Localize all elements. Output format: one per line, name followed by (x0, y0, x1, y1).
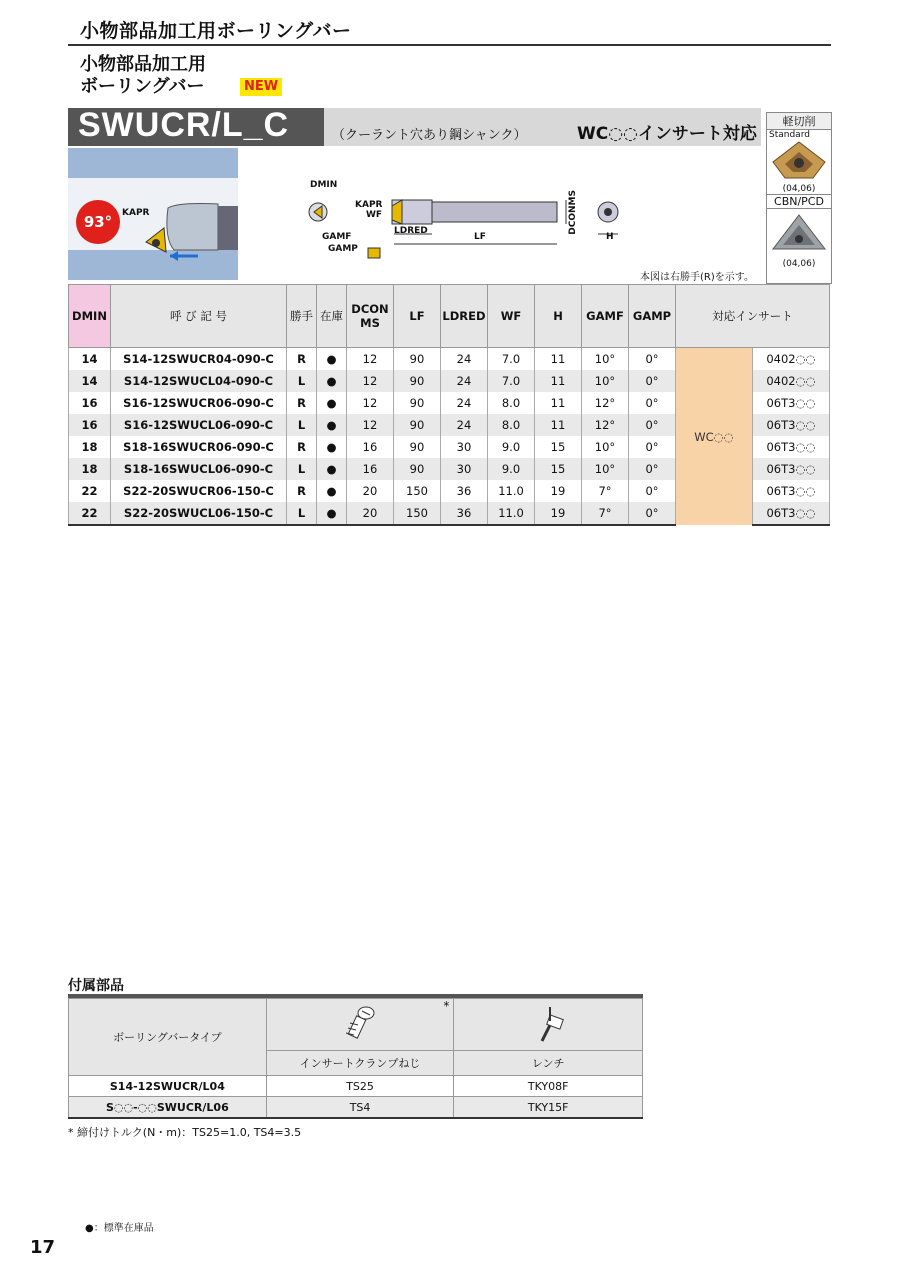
cell-hand: L (287, 370, 317, 392)
torque-note-text: 締付けトルク(N・m)：TS25=1.0, TS4=3.5 (77, 1126, 302, 1139)
th-hand: 勝手 (287, 285, 317, 348)
acc-screw-icon-cell (266, 999, 454, 1051)
sizes-standard: (04,06) (782, 184, 816, 194)
cell-code: S14-12SWUCR04-090-C (111, 348, 287, 371)
torque-note-mark: * (68, 1126, 74, 1139)
label-kapr-left: KAPR (122, 208, 150, 218)
cell-lf: 90 (394, 436, 441, 458)
cell-insert: 06T3◌◌ (753, 458, 830, 480)
cell-code: S14-12SWUCL04-090-C (111, 370, 287, 392)
cell-h: 11 (535, 414, 582, 436)
cell-lf: 90 (394, 392, 441, 414)
cell-insert: 06T3◌◌ (753, 480, 830, 502)
cell-ldred: 30 (441, 436, 488, 458)
cell-wf: 11.0 (488, 480, 535, 502)
label-dmin: DMIN (310, 180, 338, 190)
cell-ldred: 24 (441, 392, 488, 414)
torque-note (68, 1124, 301, 1140)
cell-gamp: 0° (629, 392, 676, 414)
cell-code: S22-20SWUCR06-150-C (111, 480, 287, 502)
th-wf: WF (488, 285, 535, 348)
cell-dmin: 18 (69, 436, 111, 458)
cell-wf: 11.0 (488, 502, 535, 525)
cell-h: 11 (535, 392, 582, 414)
cell-insert: 0402◌◌ (753, 370, 830, 392)
cell-wf: 7.0 (488, 370, 535, 392)
cell-hand: R (287, 480, 317, 502)
cell-stock: ● (317, 414, 347, 436)
grade-standard: Standard (769, 130, 810, 140)
cell-h: 15 (535, 436, 582, 458)
tool-diagram (68, 146, 761, 282)
label-wf: WF (366, 210, 383, 220)
th-lf: LF (394, 285, 441, 348)
cbn-insert-icon (767, 209, 831, 255)
th-insert: 対応インサート (676, 285, 830, 348)
cell-ldred: 30 (441, 458, 488, 480)
cell-h: 15 (535, 458, 582, 480)
cell-gamf: 12° (582, 392, 629, 414)
th-gamf: GAMF (582, 285, 629, 348)
acc-wrench: TKY08F (454, 1076, 643, 1097)
cell-lf: 150 (394, 480, 441, 502)
cell-gamp: 0° (629, 370, 676, 392)
cell-stock: ● (317, 348, 347, 371)
accessories-table (68, 998, 643, 1119)
label-lf: LF (474, 232, 486, 242)
acc-wrench-header: レンチ (454, 1050, 643, 1075)
cell-wf: 9.0 (488, 436, 535, 458)
cell-gamp: 0° (629, 414, 676, 436)
cell-wf: 7.0 (488, 348, 535, 371)
cell-ldred: 36 (441, 480, 488, 502)
wrench-icon (528, 1003, 568, 1043)
cell-hand: R (287, 436, 317, 458)
subtitle-line2: ボーリングバー (80, 76, 205, 97)
accessories-title: 付属部品 (68, 978, 124, 994)
acc-type: S14-12SWUCR/L04 (69, 1076, 267, 1097)
cell-dconms: 20 (347, 502, 394, 525)
cell-dconms: 20 (347, 480, 394, 502)
cell-code: S18-16SWUCR06-090-C (111, 436, 287, 458)
grade-cbn: CBN/PCD (767, 194, 831, 209)
spec-table (68, 284, 830, 526)
th-gamp: GAMP (629, 285, 676, 348)
cell-insert: 06T3◌◌ (753, 392, 830, 414)
cell-gamp: 0° (629, 502, 676, 525)
diagram-note: 本図は右勝手(R)を示す。 (640, 272, 754, 283)
angle-badge: 93° (76, 200, 120, 244)
acc-row (69, 1076, 643, 1097)
cell-gamf: 7° (582, 502, 629, 525)
cell-gamp: 0° (629, 480, 676, 502)
subtitle (80, 54, 206, 98)
acc-screw-header: インサートクランプねじ (266, 1050, 454, 1075)
th-dmin: DMIN (69, 285, 111, 348)
asterisk: * (443, 999, 450, 1013)
cell-lf: 90 (394, 458, 441, 480)
th-stock: 在庫 (317, 285, 347, 348)
cell-dconms: 12 (347, 392, 394, 414)
cell-dmin: 18 (69, 458, 111, 480)
acc-type-header: ボーリングバータイプ (69, 999, 267, 1076)
cell-ldred: 24 (441, 370, 488, 392)
insert-category: 軽切削 (767, 113, 831, 130)
label-dconms: DCONMS (568, 190, 578, 235)
th-code: 呼 び 記 号 (111, 285, 287, 348)
cell-h: 11 (535, 348, 582, 371)
cell-lf: 90 (394, 414, 441, 436)
cell-gamf: 10° (582, 436, 629, 458)
acc-screw: TS25 (266, 1076, 454, 1097)
acc-wrench: TKY15F (454, 1097, 643, 1119)
cell-wf: 9.0 (488, 458, 535, 480)
cell-lf: 90 (394, 370, 441, 392)
cell-dmin: 22 (69, 502, 111, 525)
cell-hand: R (287, 392, 317, 414)
cell-gamp: 0° (629, 348, 676, 371)
acc-screw: TS4 (266, 1097, 454, 1119)
cell-dmin: 14 (69, 348, 111, 371)
insert-panel (766, 112, 832, 284)
table-row (69, 348, 830, 371)
subtitle-line1: 小物部品加工用 (80, 54, 206, 75)
table-header-row (69, 285, 830, 348)
cell-ldred: 24 (441, 414, 488, 436)
cell-insert: 06T3◌◌ (753, 436, 830, 458)
cell-gamp: 0° (629, 436, 676, 458)
cell-dconms: 16 (347, 436, 394, 458)
label-ldred: LDRED (394, 226, 428, 236)
cell-hand: L (287, 502, 317, 525)
cell-stock: ● (317, 458, 347, 480)
diagram-graphic (68, 146, 761, 282)
label-kapr: KAPR (355, 200, 383, 210)
th-dconms: DCON MS (347, 285, 394, 348)
cell-insert: 06T3◌◌ (753, 414, 830, 436)
cell-code: S16-12SWUCR06-090-C (111, 392, 287, 414)
cell-lf: 150 (394, 502, 441, 525)
cell-h: 11 (535, 370, 582, 392)
cell-dconms: 12 (347, 370, 394, 392)
screw-icon (340, 1003, 380, 1043)
new-badge: NEW (240, 78, 282, 96)
cell-dmin: 22 (69, 480, 111, 502)
cell-insert-group: WC◌◌ (676, 348, 753, 526)
acc-type: S◌◌-◌◌SWUCR/L06 (69, 1097, 267, 1119)
cell-gamf: 10° (582, 458, 629, 480)
cell-wf: 8.0 (488, 414, 535, 436)
cell-insert: 06T3◌◌ (753, 502, 830, 525)
cell-hand: L (287, 414, 317, 436)
cell-code: S22-20SWUCL06-150-C (111, 502, 287, 525)
th-h: H (535, 285, 582, 348)
cell-gamf: 10° (582, 348, 629, 371)
header-rule (68, 44, 831, 46)
stock-legend: ●：標準在庫品 (85, 1223, 154, 1234)
page-header: 小物部品加工用ボーリングバー (80, 20, 352, 42)
cell-gamf: 10° (582, 370, 629, 392)
cell-dconms: 16 (347, 458, 394, 480)
page-number: 17 (30, 1237, 56, 1258)
cell-stock: ● (317, 502, 347, 525)
cell-code: S18-16SWUCL06-090-C (111, 458, 287, 480)
cell-stock: ● (317, 436, 347, 458)
cell-gamp: 0° (629, 458, 676, 480)
cell-insert: 0402◌◌ (753, 348, 830, 371)
cell-stock: ● (317, 370, 347, 392)
cell-stock: ● (317, 392, 347, 414)
series-name: SWUCR/L_C (78, 106, 290, 144)
label-h: H (606, 232, 614, 242)
cell-dconms: 12 (347, 414, 394, 436)
cell-lf: 90 (394, 348, 441, 371)
cell-gamf: 12° (582, 414, 629, 436)
cell-stock: ● (317, 480, 347, 502)
cell-dmin: 14 (69, 370, 111, 392)
cell-h: 19 (535, 480, 582, 502)
cell-ldred: 36 (441, 502, 488, 525)
cell-dmin: 16 (69, 414, 111, 436)
acc-row (69, 1097, 643, 1119)
series-insert-compat: WC◌◌インサート対応 (577, 124, 757, 144)
standard-insert-icon (767, 140, 831, 180)
sizes-cbn: (04,06) (782, 259, 816, 269)
cell-h: 19 (535, 502, 582, 525)
cell-hand: L (287, 458, 317, 480)
label-gamp: GAMP (328, 244, 358, 254)
cell-code: S16-12SWUCL06-090-C (111, 414, 287, 436)
cell-dconms: 12 (347, 348, 394, 371)
cell-ldred: 24 (441, 348, 488, 371)
cell-hand: R (287, 348, 317, 371)
cell-gamf: 7° (582, 480, 629, 502)
th-ldred: LDRED (441, 285, 488, 348)
acc-wrench-icon-cell (454, 999, 643, 1051)
cell-wf: 8.0 (488, 392, 535, 414)
cell-dmin: 16 (69, 392, 111, 414)
series-description: （クーラント穴あり鋼シャンク） (332, 128, 527, 143)
label-gamf: GAMF (322, 232, 352, 242)
